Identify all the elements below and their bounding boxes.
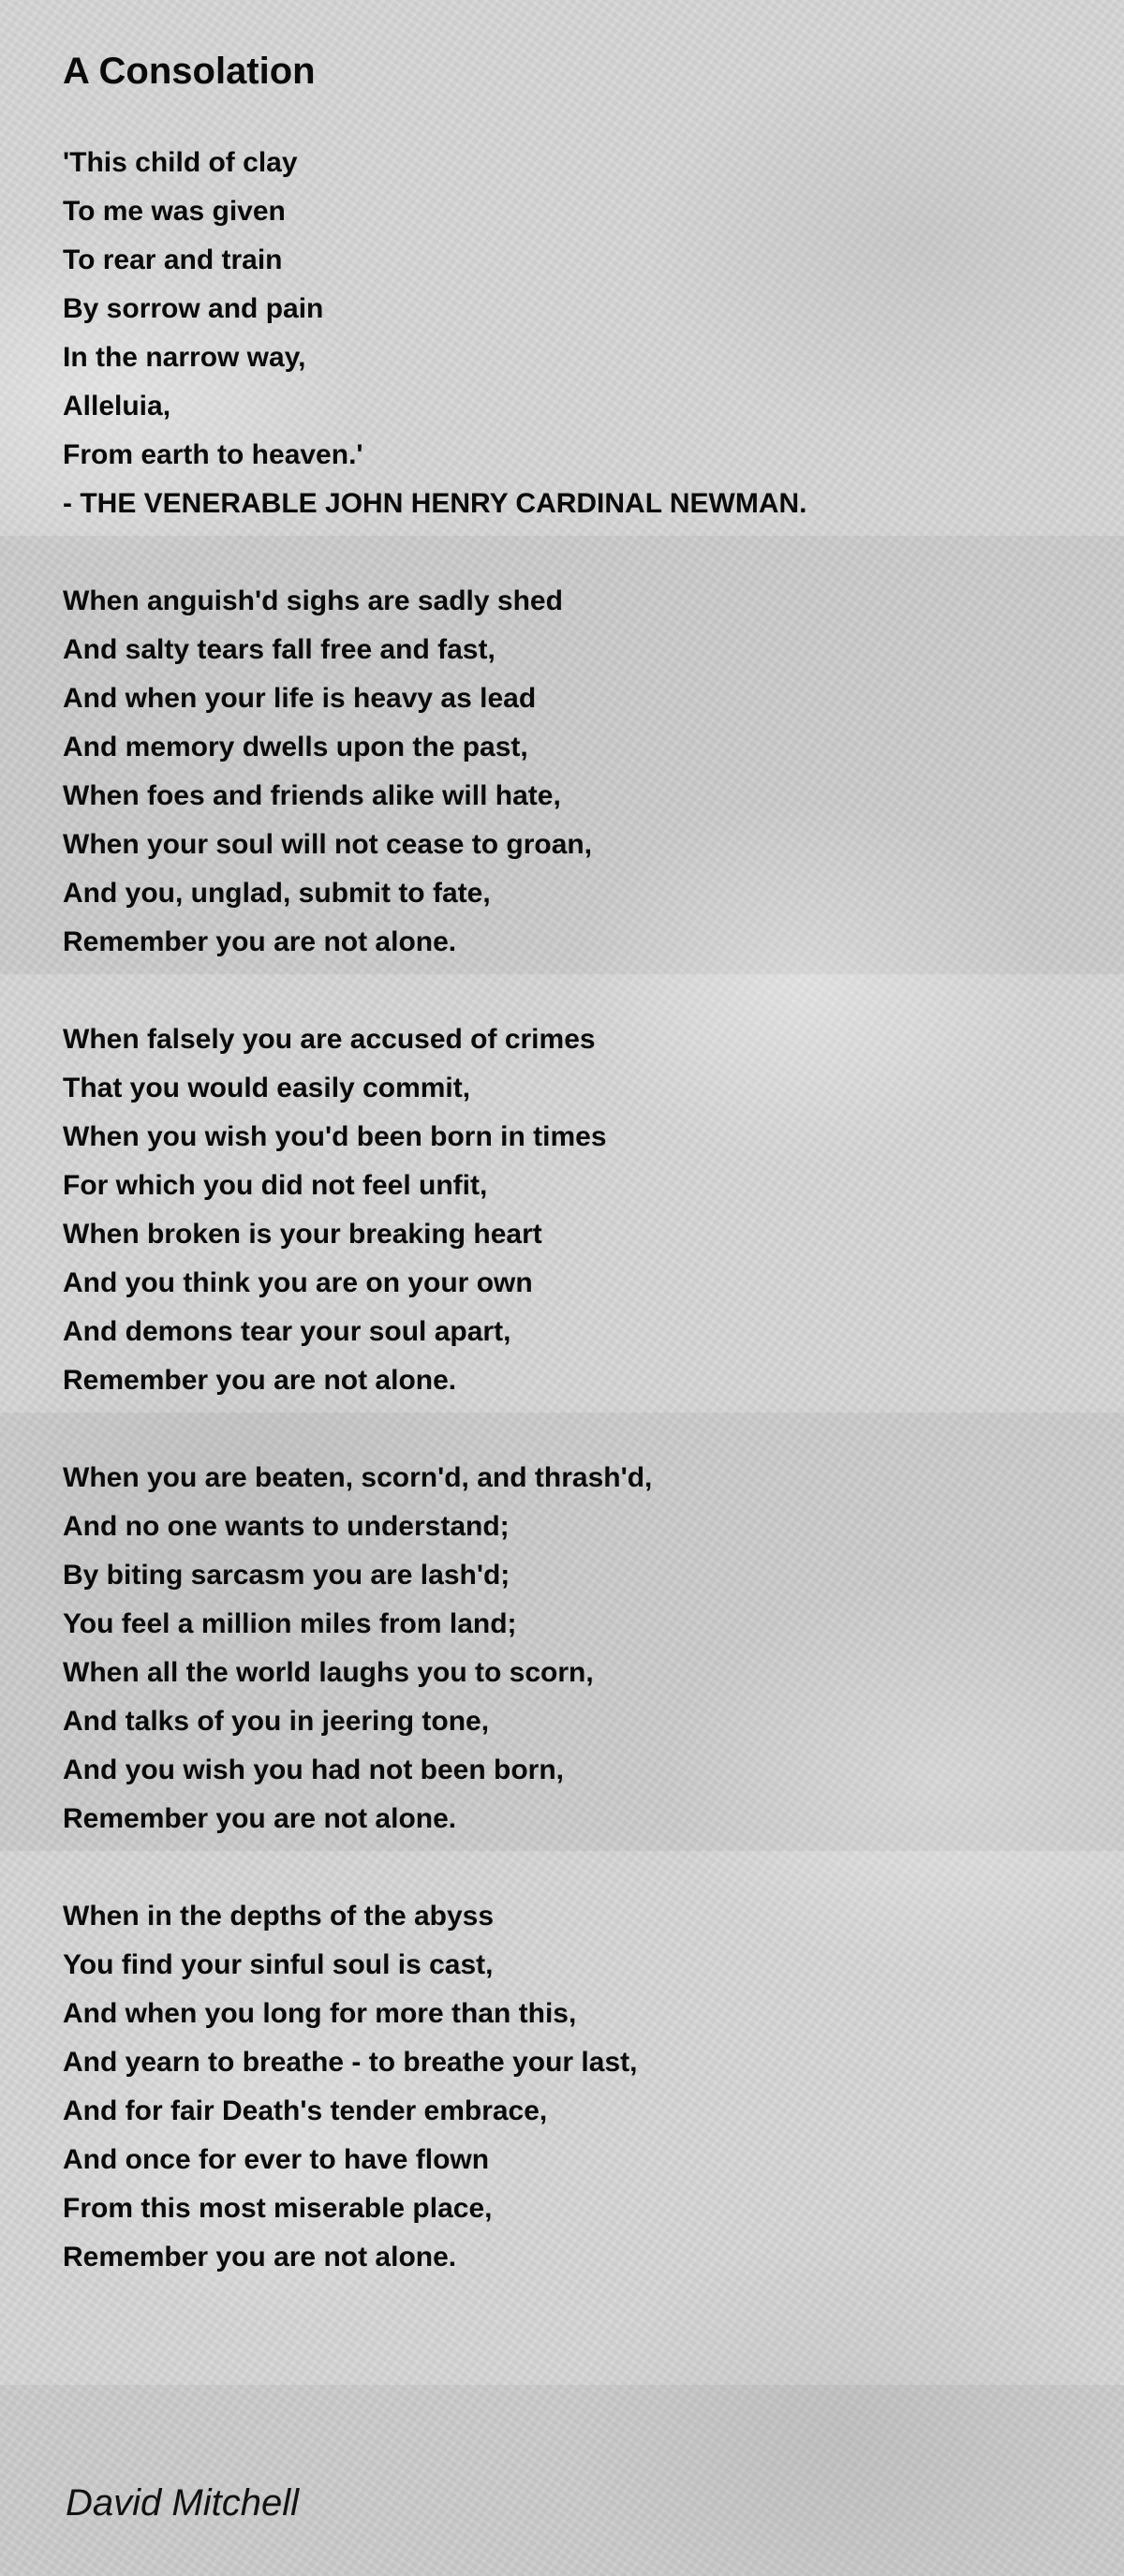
- epigraph-line: 'This child of clay: [63, 147, 298, 178]
- stanza-1: [63, 577, 1093, 967]
- epigraph-line: Alleluia,: [63, 391, 171, 422]
- poem-line: And salty tears fall free and fast,: [63, 634, 495, 665]
- poem-line: That you would easily commit,: [63, 1073, 471, 1103]
- poem-line: For which you did not feel unfit,: [63, 1170, 488, 1201]
- poem-line: And no one wants to understand;: [63, 1511, 510, 1542]
- poem-line: And talks of you in jeering tone,: [63, 1706, 490, 1737]
- poem-line: And once for ever to have flown: [63, 2144, 490, 2175]
- poem-line: When falsely you are accused of crimes: [63, 1024, 596, 1055]
- poem-line: And you wish you had not been born,: [63, 1754, 564, 1785]
- poem-line: Remember you are not alone.: [63, 926, 457, 957]
- poem-line: You feel a million miles from land;: [63, 1608, 517, 1639]
- poem-author: David Mitchell: [66, 2482, 299, 2524]
- epigraph-attribution: - THE VENERABLE JOHN HENRY CARDINAL NEWMAN.: [63, 488, 807, 519]
- stanza-3: [63, 1454, 1093, 1843]
- poem-line: Remember you are not alone.: [63, 1803, 457, 1834]
- poem-line: By biting sarcasm you are lash'd;: [63, 1560, 510, 1591]
- poem-line: And for fair Death's tender embrace,: [63, 2095, 548, 2126]
- poem-line: When anguish'd sighs are sadly shed: [63, 585, 563, 616]
- poem-line: And memory dwells upon the past,: [63, 732, 528, 762]
- poem-line: When you wish you'd been born in times: [63, 1121, 607, 1152]
- poem-line: And you think you are on your own: [63, 1267, 533, 1298]
- epigraph-line: In the narrow way,: [63, 342, 306, 373]
- poem-title: A Consolation: [63, 51, 316, 92]
- poem-line: Remember you are not alone.: [63, 1365, 457, 1396]
- poem-line: And when you long for more than this,: [63, 1998, 577, 2029]
- epigraph-line: To rear and train: [63, 244, 283, 275]
- poem-line: When in the depths of the abyss: [63, 1901, 495, 1932]
- epigraph-line: By sorrow and pain: [63, 293, 324, 324]
- stanza-2: [63, 1015, 1093, 1405]
- epigraph: [63, 139, 1093, 528]
- epigraph-line: From earth to heaven.': [63, 439, 363, 470]
- poem-line: Remember you are not alone.: [63, 2242, 457, 2273]
- poem-line: When all the world laughs you to scorn,: [63, 1657, 594, 1688]
- poem-line: When you are beaten, scorn'd, and thrash'd,: [63, 1462, 653, 1493]
- poem-line: And when your life is heavy as lead: [63, 683, 537, 714]
- poem-line: And demons tear your soul apart,: [63, 1316, 511, 1347]
- poem-line: And yearn to breathe - to breathe your last,: [63, 2047, 638, 2078]
- epigraph-line: To me was given: [63, 196, 286, 227]
- poem-line: When broken is your breaking heart: [63, 1219, 542, 1250]
- stanza-4: [63, 1892, 1093, 2282]
- poem-line: When your soul will not cease to groan,: [63, 829, 593, 860]
- poem-line: From this most miserable place,: [63, 2193, 493, 2224]
- poem-line: You find your sinful soul is cast,: [63, 1949, 494, 1980]
- poem-line: When foes and friends alike will hate,: [63, 780, 561, 811]
- poem-line: And you, unglad, submit to fate,: [63, 878, 491, 909]
